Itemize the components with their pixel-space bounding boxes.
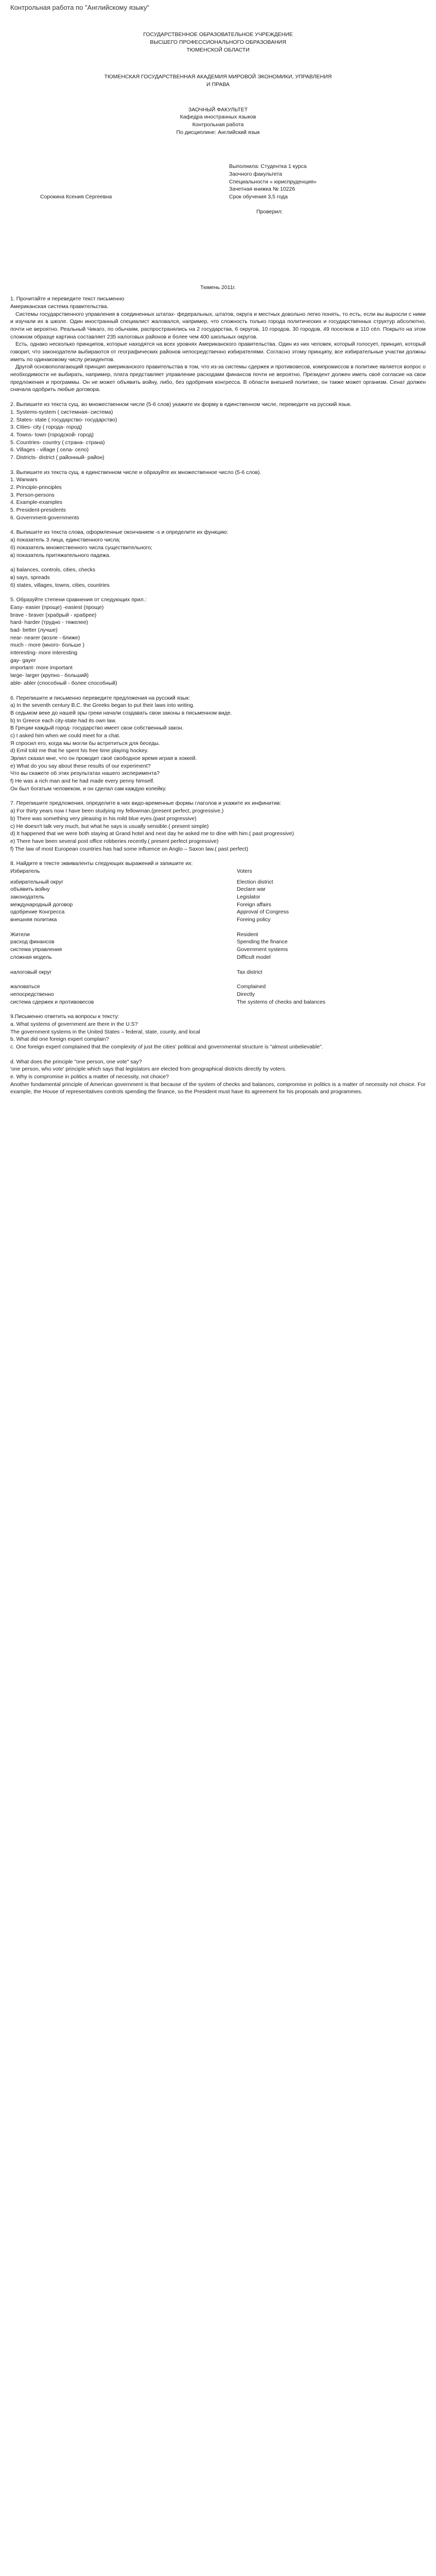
vocab-english bbox=[167, 924, 426, 931]
vocab-row bbox=[10, 878, 426, 886]
vocab-english: Declare war bbox=[237, 886, 266, 893]
task1-heading: Американская система правительства. bbox=[10, 303, 109, 310]
vocab-row bbox=[10, 916, 426, 924]
list-item: a) In the seventh century B.C. the Greeks began to put their laws into writing. bbox=[10, 702, 195, 709]
vocab-russian: налоговый округ bbox=[10, 969, 52, 975]
task5-intro: 5. Образуйте степени сравнения от следующих прил.: bbox=[10, 597, 147, 603]
list-item: able- abler (способный - более способный) bbox=[10, 680, 117, 686]
list-item: 4. Example-examples bbox=[10, 499, 62, 506]
list-item: 3. Person-persons bbox=[10, 492, 55, 498]
task2-list bbox=[10, 409, 426, 462]
vocab-english: Government systems bbox=[237, 946, 288, 953]
list-item: important- more important bbox=[10, 665, 73, 671]
list-item: В седьмом веке до нашей эры греки начали создавать свои законы в письменном виде. bbox=[10, 709, 232, 716]
task1-paragraph: Системы государственного управления в соединенных штатах- федеральных, штатов, округа и местных довольно легко понять, то есть, если вы выросли с ними и изучали их в школе. Один иностранный специалист жаловался, например, что сложность только города политических и государственных структур абсолютно, почти не вероятно. Реальный Чикаго, по обычаям, распространялись на 2 государства, 6 округов, 10 городов, 30 городов, 49 поселков и 110 сёл. Покрыто на этом сложном образце картина составляет 235 налоговых районов и более чем 400 школьных округов. bbox=[10, 311, 426, 340]
vocab-russian: законодатель bbox=[10, 894, 45, 900]
list-item: а) balances, controls, cities, checks bbox=[10, 567, 96, 573]
vocab-row bbox=[10, 961, 426, 969]
list-item: interesting- more interesting bbox=[10, 650, 78, 656]
list-item: в) says, spreads bbox=[10, 574, 50, 581]
vocab-row bbox=[10, 893, 426, 901]
task1-paragraph: Другой основополагающий принцип американского правительства в том, что из-за системы сдержек и противовесов, компромиссов в политике является вопрос о необходимости не выбирать, например, плата представляет управление расходами финансов почти не вероятно. Президент должен иметь своё согласие на свои предложения и программы. Он не может объявить войну, либо, без одобрения конгресса. В области внешней политике, он также может организм. Сенат должен сначала одобрить любые договора. bbox=[10, 364, 426, 393]
faculty-line: По дисциплине: Английский язык bbox=[176, 129, 260, 135]
list-item: б) states, villages, towns, cities, countries bbox=[10, 582, 110, 588]
faculty-line: Контрольная работа bbox=[192, 122, 244, 128]
task9-list bbox=[10, 1021, 426, 1096]
vocab-row bbox=[10, 946, 426, 954]
student-line: Зачетная книжка № 10226 bbox=[229, 186, 295, 193]
list-item: c. One foreign expert complained that the complexity of just the cities' political and governmental structure is "almost unbelievable". bbox=[10, 1044, 323, 1050]
vocab-header-left: Избиратель bbox=[10, 868, 40, 874]
vocab-row bbox=[10, 969, 426, 976]
vocab-russian: объявить войну bbox=[10, 886, 50, 893]
header-line: ТЮМЕНСКОЙ ОБЛАСТИ bbox=[186, 46, 250, 53]
document-title: Контрольная работа по "Английскому языку" bbox=[10, 4, 149, 11]
vocab-row bbox=[10, 998, 426, 1006]
vocab-english: Foreign affairs bbox=[237, 901, 271, 908]
list-item: 7. Districts- district ( районный- район) bbox=[10, 454, 104, 461]
vocab-row bbox=[10, 908, 426, 916]
list-item: 4. Towns- town (городской- город) bbox=[10, 431, 94, 438]
list-item: e) What do you say about these results of our experiment? bbox=[10, 762, 151, 769]
student-line: Выполнила: Студентка 1 курса bbox=[229, 163, 307, 170]
task4-intro: 4. Выпишите из текста слова, оформленные окончанием -s и определите их функцию: bbox=[10, 529, 229, 536]
vocab-russian bbox=[10, 976, 167, 983]
list-item: b) There was something very pleasing in his mild blue eyes.(past progressive) bbox=[10, 815, 197, 822]
vocab-russian bbox=[10, 961, 167, 969]
study-term: Срок обучения 3,5 года bbox=[229, 194, 288, 200]
checked-by: Проверил: bbox=[256, 208, 283, 215]
list-item: gay- gayer bbox=[10, 657, 36, 664]
list-item: 5. Countries- country ( страна- страна) bbox=[10, 439, 105, 446]
student-info bbox=[229, 163, 426, 193]
list-item bbox=[10, 1051, 426, 1058]
list-item: Что вы скажете об этих результатах нашего эксперимента? bbox=[10, 770, 160, 777]
list-item: 6. Villages - village ( села- село) bbox=[10, 447, 89, 453]
vocab-row bbox=[10, 901, 426, 909]
task5-list bbox=[10, 604, 426, 687]
vocab-english: Tax district bbox=[237, 969, 263, 975]
student-line: Специальности « юриспруденция» bbox=[229, 178, 317, 185]
list-item: e) There have been several post office robberies recently.( present perfect progressive) bbox=[10, 838, 219, 844]
academy-line: ТЮМЕНСКАЯ ГОСУДАРСТВЕННАЯ АКАДЕМИЯ МИРОВОЙ ЭКОНОМИКИ, УПРАВЛЕНИЯ bbox=[104, 74, 332, 80]
list-item: 3. Cities- city ( города- город) bbox=[10, 424, 82, 431]
list-item: d. What does the principle "one person, one vote" say? bbox=[10, 1058, 142, 1065]
list-item: f) The law of most European countries has had some influence on Anglo – Saxon law.( past perfect) bbox=[10, 845, 249, 852]
vocab-english: Complained bbox=[237, 984, 266, 990]
list-item: bad- better (лучше) bbox=[10, 627, 58, 633]
header-line: ВЫСШЕГО ПРОФЕССИОНАЛЬНОГО ОБРАЗОВАНИЯ bbox=[150, 39, 286, 45]
task8-intro: 8. Найдите в тексте эквиваленты следующих выражений и запишите их: bbox=[10, 860, 193, 867]
vocab-russian: избирательный округ bbox=[10, 878, 64, 885]
faculty-block bbox=[10, 106, 426, 137]
list-item: Он был богатым человеком, и он сделал сам каждую копейку. bbox=[10, 785, 167, 792]
vocab-english: Legislator bbox=[237, 894, 260, 900]
list-item: Эрлил сказал мне, что он проводит своё свободное время играя в хоккей. bbox=[10, 755, 197, 761]
vocab-row bbox=[10, 938, 426, 946]
list-item: hard- harder (трудно - тяжелее) bbox=[10, 619, 89, 626]
list-item: The government systems in the United States – federal, state, county, and local bbox=[10, 1028, 200, 1035]
task4-list bbox=[10, 536, 426, 589]
vocab-english: The systems of checks and balances bbox=[237, 998, 326, 1005]
vocab-russian bbox=[10, 924, 167, 931]
vocab-russian: система сдержек и противовесов bbox=[10, 998, 94, 1005]
vocab-row bbox=[10, 954, 426, 961]
faculty-line: Кафедра иностранных языков bbox=[180, 114, 256, 121]
vocab-english: Resident bbox=[237, 931, 258, 938]
task7-list bbox=[10, 807, 426, 853]
list-item: c) I asked him when we could meet for a chat. bbox=[10, 732, 120, 739]
vocab-english bbox=[167, 961, 426, 969]
task6-intro: 6. Перепишите и письменно переведите предложения на русский язык: bbox=[10, 694, 190, 701]
vocab-row bbox=[10, 886, 426, 893]
list-item: a) For thirty years now I have been studying my fellowman.(present perfect, progressive.) bbox=[10, 808, 224, 815]
task6-list bbox=[10, 702, 426, 792]
list-item: Easy- easier (проще) -easiest (проще) bbox=[10, 604, 104, 611]
vocab-english: Foreing policy bbox=[237, 917, 271, 923]
vocab-russian: Жители bbox=[10, 931, 30, 938]
task1-paragraph: Есть, однако несколько принципов, которые находятся на всех уровнях Американского правительства. Один из них человек, который голосует, принцип, который говорит, что законодатели выбираются от географических районов непосредственно избирателями. Согласно этому принципу, все избирательные участки должны иметь по одинаковому числу резидентов. bbox=[10, 341, 426, 363]
list-item: a. What systems of government are there in the U.S? bbox=[10, 1021, 138, 1027]
list-item: в) показатель притяжательного падежа. bbox=[10, 552, 111, 558]
vocab-russian: расход финансов bbox=[10, 939, 55, 945]
vocab-russian: международный договор bbox=[10, 901, 73, 908]
document-page bbox=[0, 3, 436, 1096]
list-item: 1. Systems-system ( системная- система) bbox=[10, 409, 113, 415]
list-item: much - more (много- больше ) bbox=[10, 642, 84, 649]
vocab-header-right: Voters bbox=[237, 868, 252, 874]
task2-intro: 2. Выпишите из текста сущ. во множественном числе (5-6 слов) укажите их форму в единственном числе, переведите на русский язык. bbox=[10, 401, 352, 408]
student-name-row bbox=[10, 193, 426, 201]
task3-list bbox=[10, 476, 426, 521]
institution-header bbox=[10, 31, 426, 54]
vocab-russian: непосредственно bbox=[10, 991, 54, 997]
vocab-russian: жаловаться bbox=[10, 984, 40, 990]
list-item: В Греции каждый город- государство имеет свои собственный закон. bbox=[10, 725, 184, 732]
list-item: e. Why is compromise in politics a matter of necessity, not choice? bbox=[10, 1074, 169, 1080]
list-item: б) показатель множественного числа существительного; bbox=[10, 544, 152, 551]
vocab-russian: система управления bbox=[10, 946, 62, 953]
vocab-russian: одобрение Конгресса bbox=[10, 909, 65, 916]
list-item: Я спросил его, когда мы могли бы встретиться для беседы. bbox=[10, 740, 160, 747]
list-item: f) He was a rich man and he had made every penny himself. bbox=[10, 778, 155, 785]
vocab-row bbox=[10, 991, 426, 998]
list-item: 6. Government-governments bbox=[10, 514, 79, 521]
vocab-english bbox=[167, 976, 426, 983]
list-item: b. What did one foreign expert complain? bbox=[10, 1036, 109, 1043]
vocab-row bbox=[10, 931, 426, 939]
vocab-table bbox=[10, 878, 426, 1006]
vocab-row bbox=[10, 924, 426, 931]
vocab-english: Spending the finance bbox=[237, 939, 288, 945]
vocab-english: Directly bbox=[237, 991, 255, 997]
vocab-english: Approval of Congress bbox=[237, 909, 289, 916]
vocab-english: Difficult model bbox=[237, 954, 271, 960]
student-name: Сорокина Ксения Сергеевна bbox=[40, 194, 112, 200]
list-item: brave - braver (храбрый - храбрее) bbox=[10, 612, 97, 618]
tasks-body bbox=[10, 295, 426, 1096]
faculty-line: ЗАОЧНЫЙ ФАКУЛЬТЕТ bbox=[188, 106, 248, 113]
list-item: 'one person, who vote' principle which says that legislators are elected from geographical districts directly by voters. bbox=[10, 1066, 287, 1073]
list-item: Another fundamental principle of American government is that because of the system of checks and balances, compromise in politics is a matter of necessity not choice. For example, the House of representatives controls spending the finance, so the President must have its agreement for his proposals and programmes. bbox=[10, 1081, 426, 1095]
task7-intro: 7. Перепишите предложения, определите в них видо-временные формы глаголов и укажите их инфинитив: bbox=[10, 800, 282, 807]
task9-intro: 9.Письменно ответить на вопросы к тексту: bbox=[10, 1013, 119, 1020]
list-item: 5. President-presidents bbox=[10, 507, 66, 514]
vocab-english: Election district bbox=[237, 878, 273, 885]
vocab-row bbox=[10, 976, 426, 983]
list-item: d) Emil told me that he spent his free time playing hockey. bbox=[10, 748, 149, 754]
list-item: near- nearer (возле - ближе) bbox=[10, 634, 80, 641]
student-line: Заочного факультета bbox=[229, 171, 282, 178]
academy-line: И ПРАВА bbox=[206, 81, 230, 88]
header-line: ГОСУДАРСТВЕННОЕ ОБРАЗОВАТЕЛЬНОЕ УЧРЕЖДЕНИЕ bbox=[143, 31, 293, 38]
list-item: c) He doesn't talk very much, but what he says is usually sensible.( present simple) bbox=[10, 823, 209, 829]
list-item: 2. States- state ( государство- государство) bbox=[10, 416, 117, 423]
list-item bbox=[10, 559, 426, 566]
vocab-russian: сложная модель bbox=[10, 954, 52, 960]
vocab-russian: внешняя политика bbox=[10, 917, 57, 923]
vocab-row bbox=[10, 983, 426, 991]
list-item: b) In Greece each city-state had its own law. bbox=[10, 717, 117, 724]
task3-intro: 3. Выпишите из текста сущ. в единственном числе и образуйте их множественное число (5-6 слов). bbox=[10, 469, 261, 476]
list-item: d) It happened that we were both staying at Grand hotel and next day he asked me to dine with him.( past progressive) bbox=[10, 831, 294, 837]
list-item: 1. Warwars bbox=[10, 477, 38, 483]
task1-title: 1. Прочитайте и переведите текст письменно bbox=[10, 296, 125, 302]
vocab-header-row bbox=[10, 868, 426, 875]
list-item: large- larger (крупно - больший) bbox=[10, 672, 89, 679]
academy-name bbox=[10, 73, 426, 88]
city-year: Тюмень 2011г. bbox=[200, 284, 236, 291]
list-item: 2. Principle-principles bbox=[10, 484, 62, 490]
list-item: а) показатель 3 лица, единственного числа; bbox=[10, 537, 120, 544]
